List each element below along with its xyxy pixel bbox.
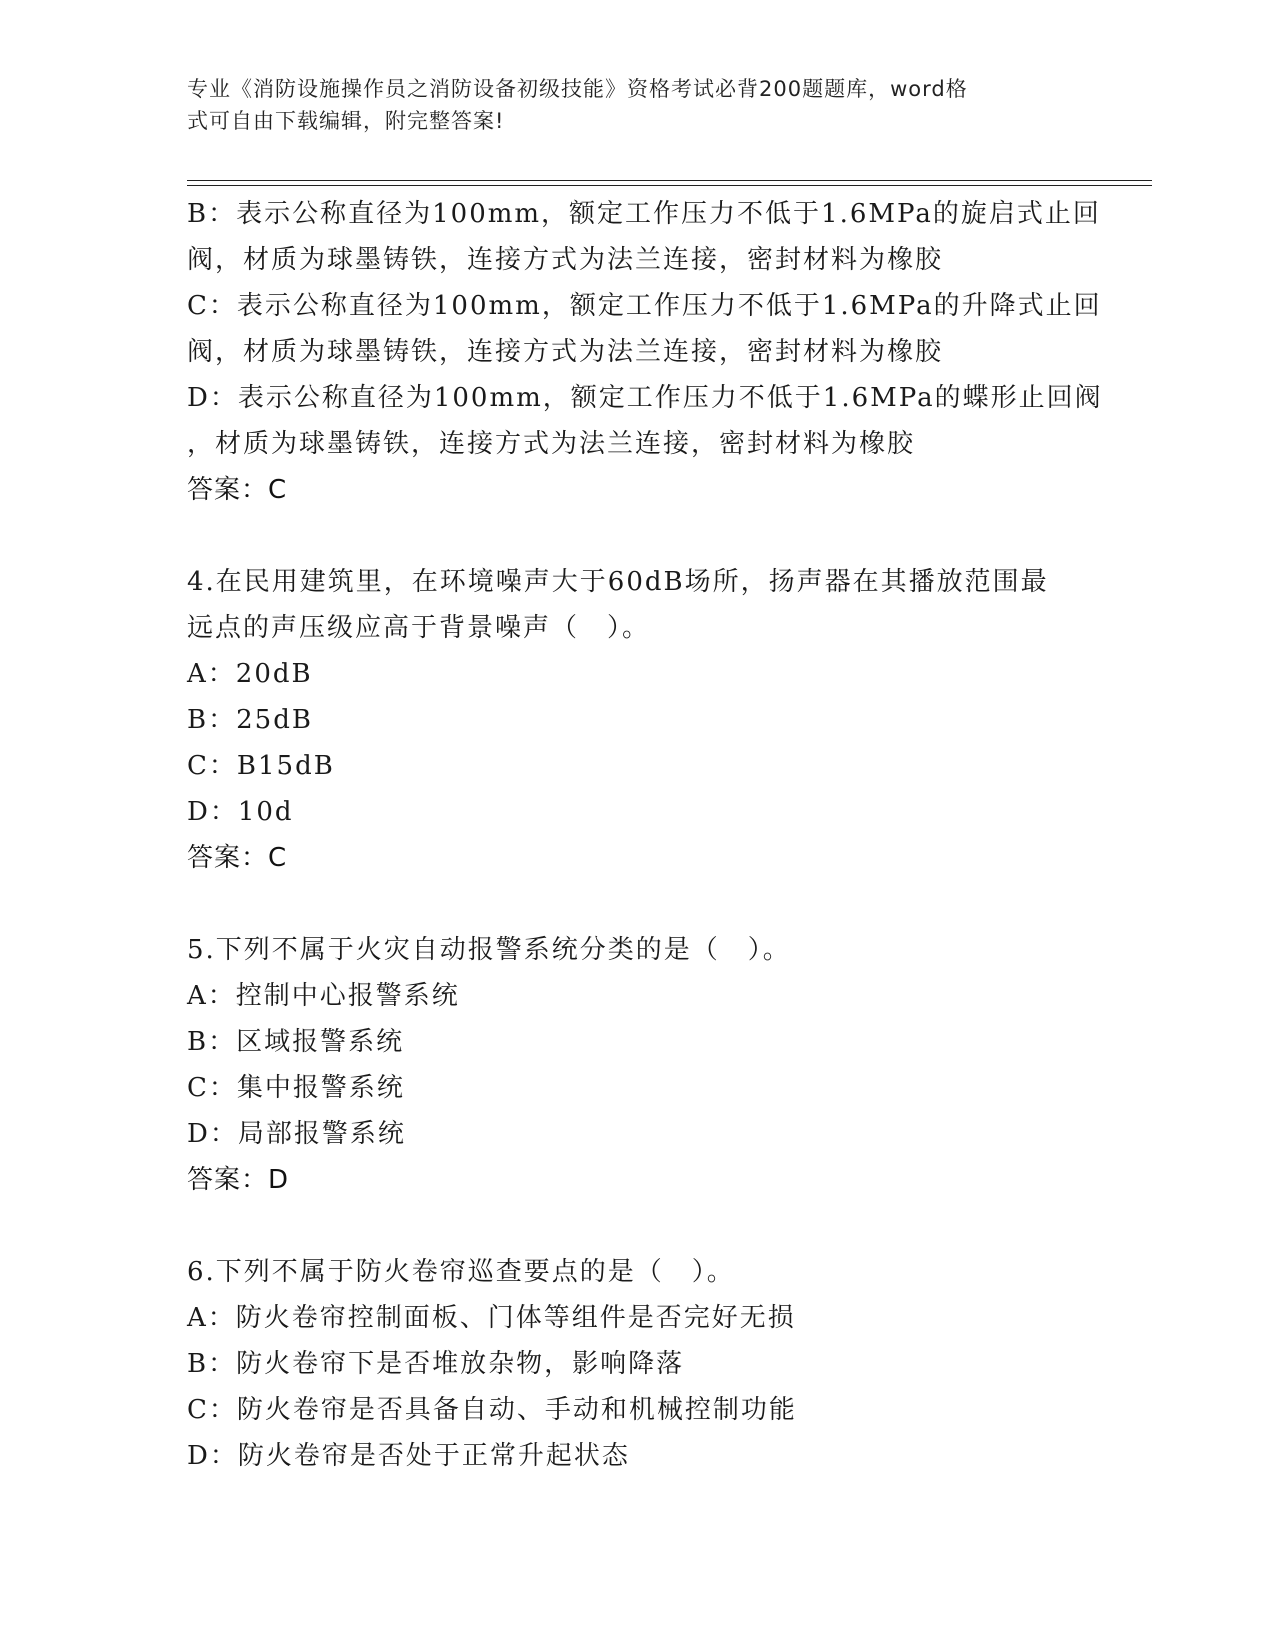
question-5 xyxy=(187,927,1087,1203)
question-content xyxy=(187,191,1103,1479)
q6-option-a: A：防火卷帘控制面板、门体等组件是否完好无损 xyxy=(187,1303,796,1333)
q6-option-c: C：防火卷帘是否具备自动、手动和机械控制功能 xyxy=(187,1395,797,1425)
q4-answer: 答案：C xyxy=(187,843,288,873)
q3-option-c-line2: 阀，材质为球墨铸铁，连接方式为法兰连接，密封材料为橡胶 xyxy=(187,337,944,367)
q4-option-c: C：B15dB xyxy=(187,751,335,781)
q4-stem-line1: 4.在民用建筑里，在环境噪声大于60dB场所，扬声器在其播放范围最 xyxy=(187,567,1049,597)
question-6 xyxy=(187,1249,1087,1479)
q5-option-d: D：局部报警系统 xyxy=(187,1119,406,1149)
spacer xyxy=(187,1203,1087,1249)
question-3 xyxy=(187,191,1103,513)
q3-option-b-line2: 阀，材质为球墨铸铁，连接方式为法兰连接，密封材料为橡胶 xyxy=(187,245,944,275)
q3-option-d-line2: ，材质为球墨铸铁，连接方式为法兰连接，密封材料为橡胶 xyxy=(187,429,916,459)
q3-option-c-line1: C：表示公称直径为100mm，额定工作压力不低于1.6MPa的升降式止回 xyxy=(187,291,1102,321)
q3-option-b-line1: B：表示公称直径为100mm，额定工作压力不低于1.6MPa的旋启式止回 xyxy=(187,199,1101,229)
header-rule-bottom xyxy=(187,185,1152,186)
q6-option-b: B：防火卷帘下是否堆放杂物，影响降落 xyxy=(187,1349,685,1379)
q4-option-a: A：20dB xyxy=(187,659,313,689)
header-line-2: 式可自由下载编辑，附完整答案! xyxy=(187,109,505,133)
spacer xyxy=(187,513,1087,559)
spacer xyxy=(187,881,1087,927)
q5-stem: 5.下列不属于火灾自动报警系统分类的是（ ）。 xyxy=(187,935,791,965)
q6-option-d: D：防火卷帘是否处于正常升起状态 xyxy=(187,1441,630,1471)
q4-stem-line2: 远点的声压级应高于背景噪声（ ）。 xyxy=(187,613,651,643)
q5-option-b: B：区域报警系统 xyxy=(187,1027,405,1057)
q3-option-d-line1: D：表示公称直径为100mm，额定工作压力不低于1.6MPa的蝶形止回阀 xyxy=(187,383,1103,413)
question-4 xyxy=(187,559,1087,881)
header-rule-top xyxy=(187,180,1152,181)
q5-answer: 答案：D xyxy=(187,1165,290,1195)
q3-answer: 答案：C xyxy=(187,475,288,505)
header-line-1: 专业《消防设施操作员之消防设备初级技能》资格考试必背200题题库，word格 xyxy=(187,77,968,101)
q4-option-d: D：10d xyxy=(187,797,294,827)
q4-option-b: B：25dB xyxy=(187,705,313,735)
document-header xyxy=(187,73,1067,137)
q6-stem: 6.下列不属于防火卷帘巡查要点的是（ ）。 xyxy=(187,1257,735,1287)
q5-option-a: A：控制中心报警系统 xyxy=(187,981,460,1011)
q5-option-c: C：集中报警系统 xyxy=(187,1073,405,1103)
